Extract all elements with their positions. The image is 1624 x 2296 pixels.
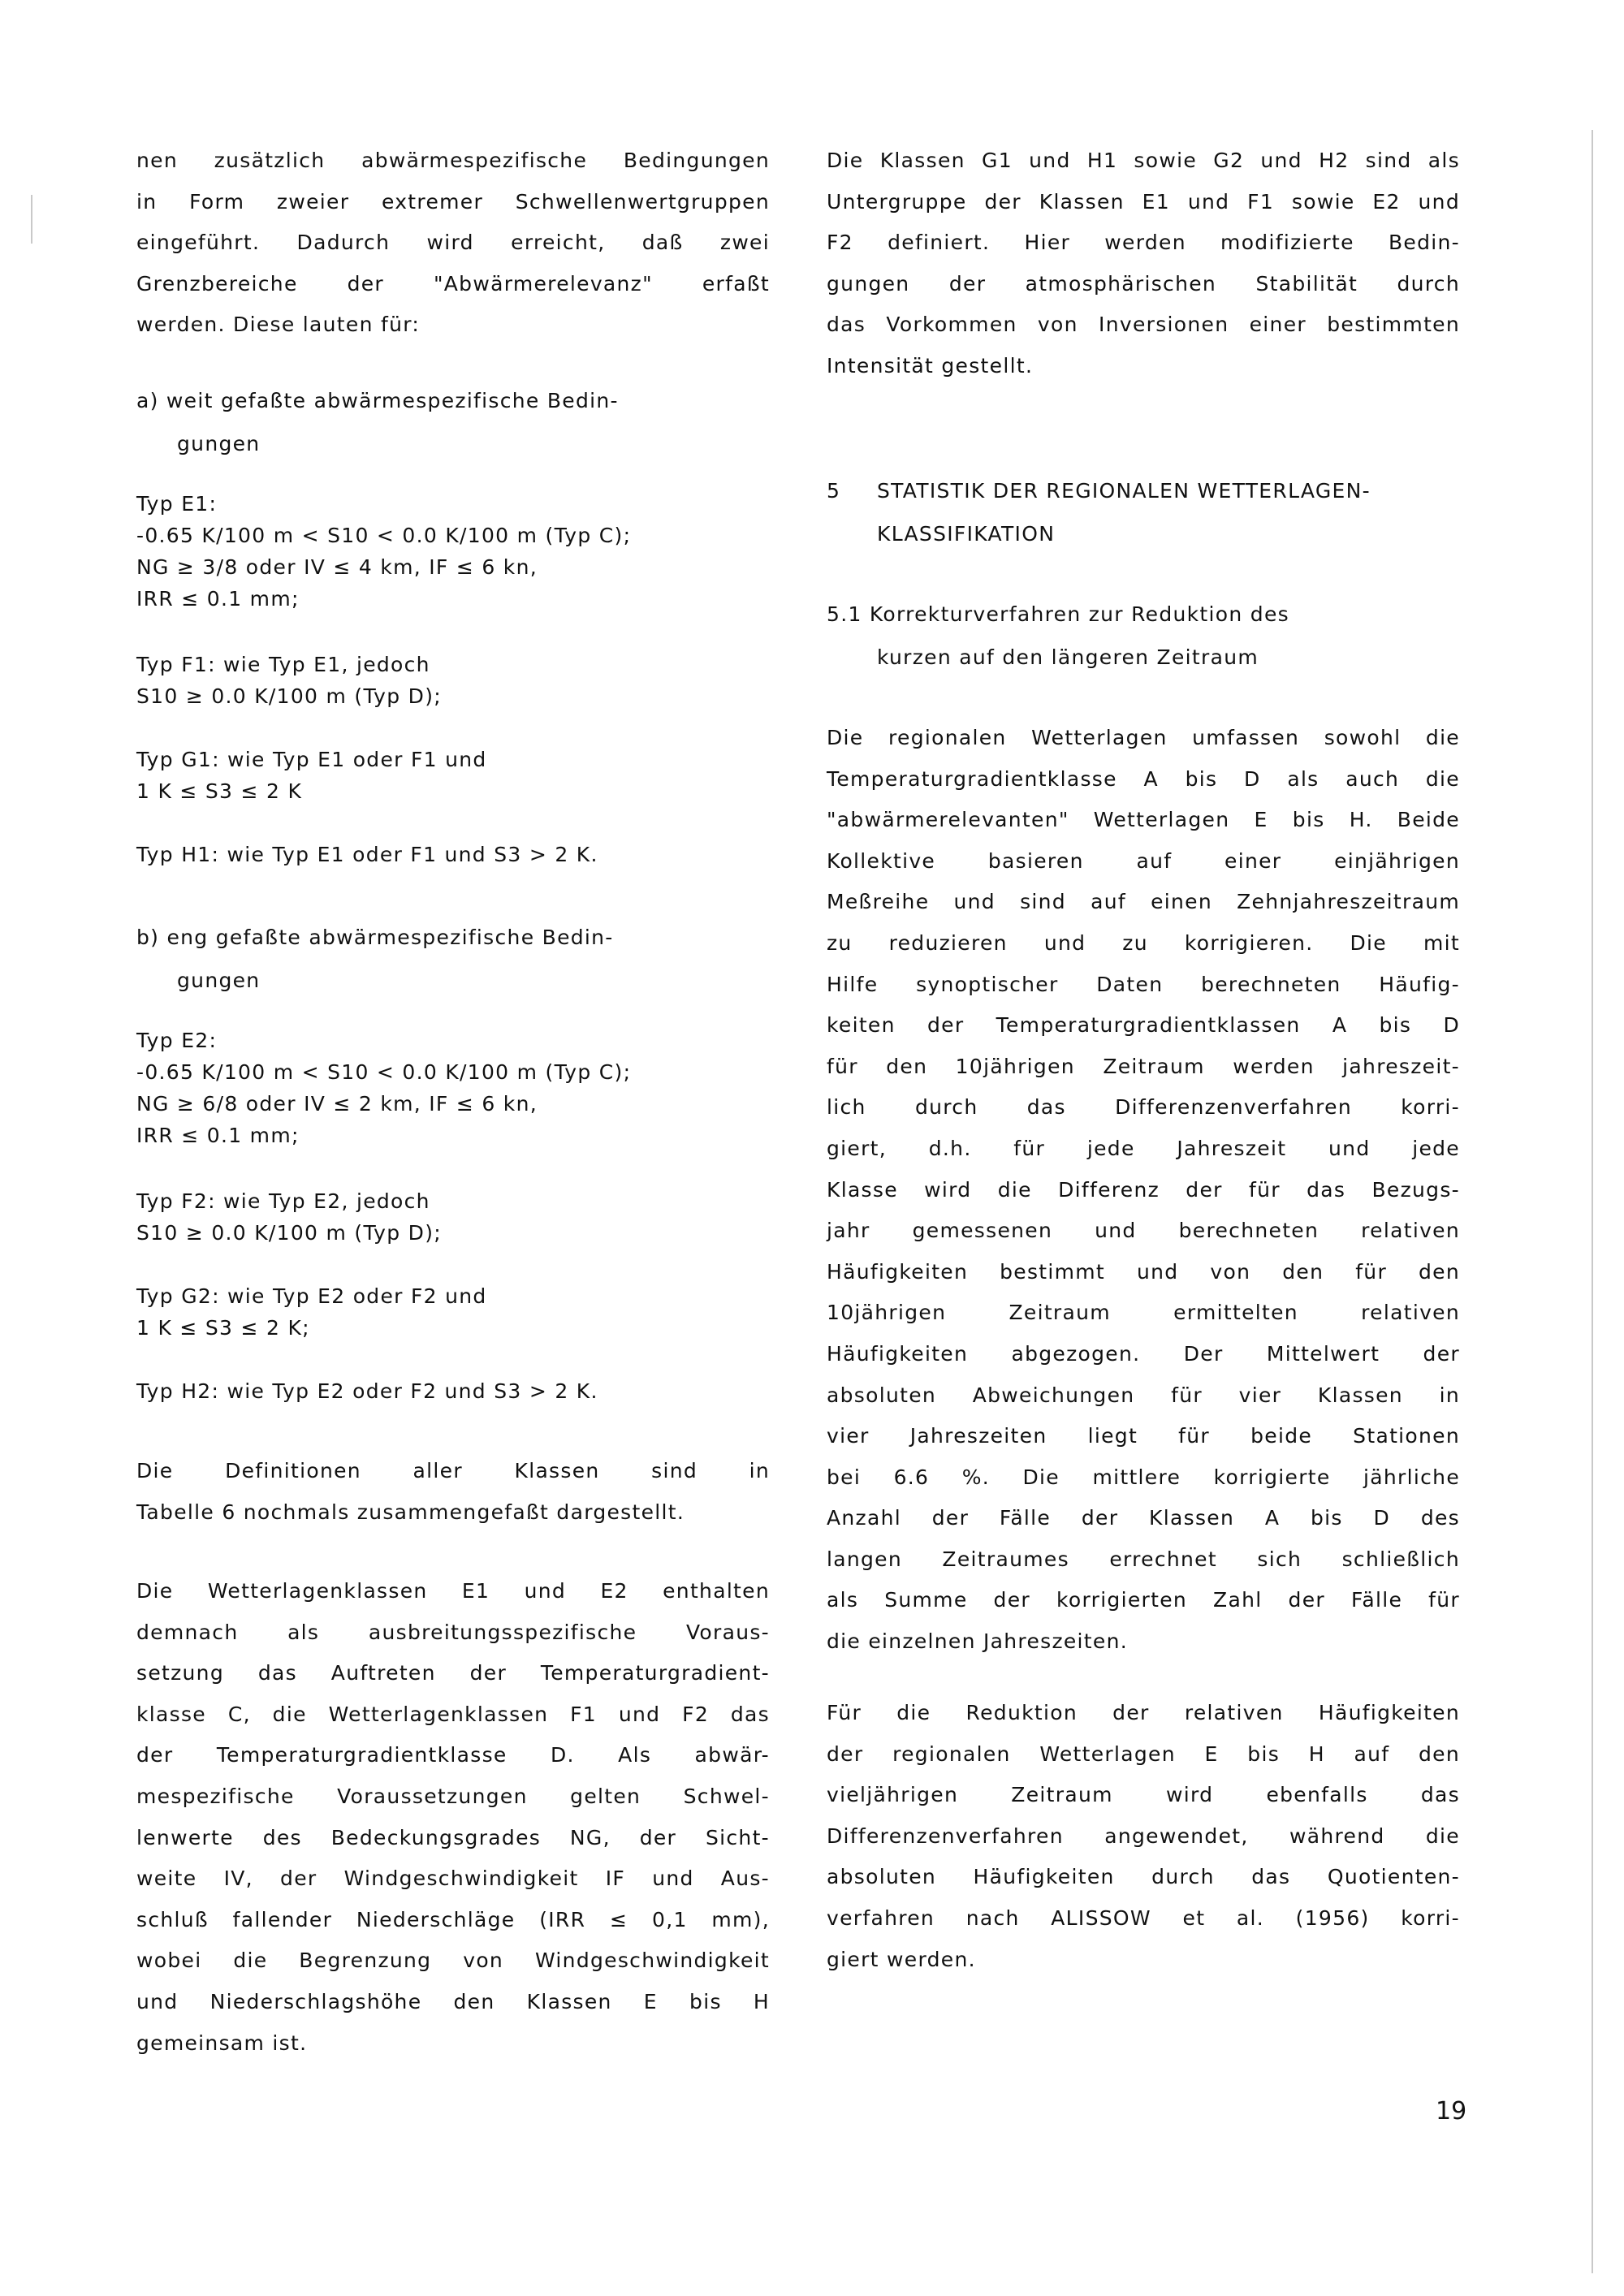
definition-typ-e1: Typ E1: -0.65 K/100 m < S10 < 0.0 K/100 m (Typ C); NG ≥ 3/8 oder IV ≤ 4 km, IF ≤ 6 kn, IRR ≤ 0.1 mm; <box>136 492 632 611</box>
text-line: giert werden. <box>827 1947 976 1971</box>
text-line: bei 6.6 %. Die mittlere korrigierte jährliche <box>827 1465 1460 1489</box>
text-line: Anzahl der Fälle der Klassen A bis D des <box>827 1506 1460 1530</box>
page-number: 19 <box>1436 2097 1467 2126</box>
text-line: Häufigkeiten bestimmt und von den für den <box>827 1259 1460 1284</box>
text-line: eingeführt. Dadurch wird erreicht, daß zwei <box>136 231 770 255</box>
text-line: für den 10jährigen Zeitraum werden jahreszeit- <box>827 1054 1460 1078</box>
text-line: und Niederschlagshöhe den Klassen E bis H <box>136 1989 770 2013</box>
text-line: Tabelle 6 nochmals zusammengefaßt dargestellt. <box>136 1500 685 1524</box>
text-line: kurzen auf den längeren Zeitraum <box>877 645 1259 669</box>
text-line: setzung das Auftreten der Temperaturgradient- <box>136 1661 770 1685</box>
text-line: a) weit gefaßte abwärmespezifische Bedin- <box>136 389 619 412</box>
text-line: lich durch das Differenzenverfahren korri- <box>827 1095 1460 1120</box>
definition-typ-f1: Typ F1: wie Typ E1, jedoch S10 ≥ 0.0 K/100 m (Typ D); <box>136 653 442 708</box>
section-5-1-heading <box>827 593 1460 679</box>
text-line: KLASSIFIKATION <box>877 522 1056 546</box>
text-line: vieljährigen Zeitraum wird ebenfalls das <box>827 1783 1460 1807</box>
text-line: lenwerte des Bedeckungsgrades NG, der Sicht- <box>136 1825 770 1849</box>
list-heading-b <box>136 916 770 1002</box>
section-title <box>877 469 1371 555</box>
text-line: das Vorkommen von Inversionen einer bestimmten <box>827 313 1460 337</box>
text-line: "abwärmerelevanten" Wetterlagen E bis H. Beide <box>827 808 1460 832</box>
text-line: Die Klassen G1 und H1 sowie G2 und H2 sind als <box>827 149 1460 172</box>
text-line: F2 definiert. Hier werden modifizierte Bedin- <box>827 231 1460 255</box>
text-line: weite IV, der Windgeschwindigkeit IF und Aus- <box>136 1867 770 1891</box>
text-line: vier Jahreszeiten liegt für beide Stationen <box>827 1424 1460 1448</box>
text-line: gungen der atmosphärischen Stabilität durch <box>827 271 1460 296</box>
list-heading-a <box>136 379 770 465</box>
scan-edge-left <box>31 195 32 244</box>
text-line: 10jährigen Zeitraum ermittelten relativen <box>827 1301 1460 1325</box>
reduction-paragraph <box>827 1693 1460 1980</box>
regional-weather-paragraph <box>827 718 1460 1663</box>
text-line: gungen <box>177 432 261 455</box>
definition-typ-e2: Typ E2: -0.65 K/100 m < S10 < 0.0 K/100 m (Typ C); NG ≥ 6/8 oder IV ≤ 2 km, IF ≤ 6 kn, IRR ≤ 0.1 mm; <box>136 1029 632 1147</box>
text-line: nen zusätzlich abwärmespezifische Bedingungen <box>136 149 770 172</box>
text-line: Die Definitionen aller Klassen sind in <box>136 1459 770 1482</box>
text-line: b) eng gefaßte abwärmespezifische Bedin- <box>136 926 614 949</box>
text-line: der regionalen Wetterlagen E bis H auf den <box>827 1741 1460 1766</box>
intro-paragraph <box>136 140 770 346</box>
definitions-paragraph <box>136 1451 770 1533</box>
classes-paragraph <box>136 1571 770 2064</box>
text-line: Klasse wird die Differenz der für das Bezugs- <box>827 1177 1460 1202</box>
text-line: Intensität gestellt. <box>827 353 1034 378</box>
definition-typ-f2: Typ F2: wie Typ E2, jedoch S10 ≥ 0.0 K/100 m (Typ D); <box>136 1189 442 1245</box>
text-line: absoluten Häufigkeiten durch das Quotienten- <box>827 1865 1460 1889</box>
text-line: als Summe der korrigierten Zahl der Fälle für <box>827 1588 1460 1612</box>
text-line: STATISTIK DER REGIONALEN WETTERLAGEN- <box>877 479 1371 503</box>
text-line: jahr gemessenen und berechneten relativen <box>827 1219 1460 1243</box>
text-line: zu reduzieren und zu korrigieren. Die mit <box>827 930 1460 955</box>
section-number: 5 <box>827 479 841 503</box>
text-line: 5.1 Korrekturverfahren zur Reduktion des <box>827 602 1289 626</box>
text-line: verfahren nach ALISSOW et al. (1956) korri- <box>827 1905 1460 1930</box>
text-line: klasse C, die Wetterlagenklassen F1 und F2 das <box>136 1702 770 1726</box>
text-line: gungen <box>177 969 261 992</box>
definition-typ-g1: Typ G1: wie Typ E1 oder F1 und 1 K ≤ S3 ≤ 2 K <box>136 748 487 803</box>
text-line: langen Zeitraumes errechnet sich schließlich <box>827 1547 1460 1571</box>
text-line: Für die Reduktion der relativen Häufigkeiten <box>827 1701 1460 1724</box>
text-line: gemeinsam ist. <box>136 2031 308 2055</box>
text-line: werden. Diese lauten für: <box>136 313 421 337</box>
text-line: demnach als ausbreitungsspezifische Voraus- <box>136 1620 770 1644</box>
text-line: in Form zweier extremer Schwellenwertgruppen <box>136 189 770 214</box>
text-line: die einzelnen Jahreszeiten. <box>827 1629 1128 1654</box>
text-line: Hilfe synoptischer Daten berechneten Häufig- <box>827 972 1460 996</box>
text-line: Die Wetterlagenklassen E1 und E2 enthalten <box>136 1579 770 1603</box>
text-line: Kollektive basieren auf einer einjährigen <box>827 848 1460 873</box>
text-line: schluß fallender Niederschläge (IRR ≤ 0,1 mm), <box>136 1907 770 1931</box>
text-line: Untergruppe der Klassen E1 und F1 sowie E2 und <box>827 189 1460 214</box>
text-line: Differenzenverfahren angewendet, während die <box>827 1823 1460 1848</box>
scan-edge-right <box>1592 130 1593 2273</box>
definition-typ-g2: Typ G2: wie Typ E2 oder F2 und 1 K ≤ S3 ≤ 2 K; <box>136 1284 487 1340</box>
text-line: giert, d.h. für jede Jahreszeit und jede <box>827 1136 1460 1160</box>
subgroup-paragraph <box>827 140 1460 387</box>
definition-typ-h2: Typ H2: wie Typ E2 oder F2 und S3 > 2 K. <box>136 1379 598 1403</box>
text-line: Meßreihe und sind auf einen Zehnjahreszeitraum <box>827 890 1460 914</box>
text-line: Grenzbereiche der "Abwärmerelevanz" erfaßt <box>136 271 770 296</box>
text-line: der Temperaturgradientklasse D. Als abwär- <box>136 1743 770 1767</box>
text-line: keiten der Temperaturgradientklassen A bis D <box>827 1013 1460 1038</box>
text-line: absoluten Abweichungen für vier Klassen in <box>827 1383 1460 1407</box>
text-line: wobei die Begrenzung von Windgeschwindigkeit <box>136 1949 770 1973</box>
text-line: Temperaturgradientklasse A bis D als auch die <box>827 766 1460 791</box>
text-line: Die regionalen Wetterlagen umfassen sowohl die <box>827 726 1460 749</box>
text-line: Häufigkeiten abgezogen. Der Mittelwert der <box>827 1341 1460 1366</box>
definition-typ-h1: Typ H1: wie Typ E1 oder F1 und S3 > 2 K. <box>136 843 598 866</box>
section-5-heading <box>827 469 1460 550</box>
text-line: mespezifische Voraussetzungen gelten Schwel- <box>136 1784 770 1808</box>
